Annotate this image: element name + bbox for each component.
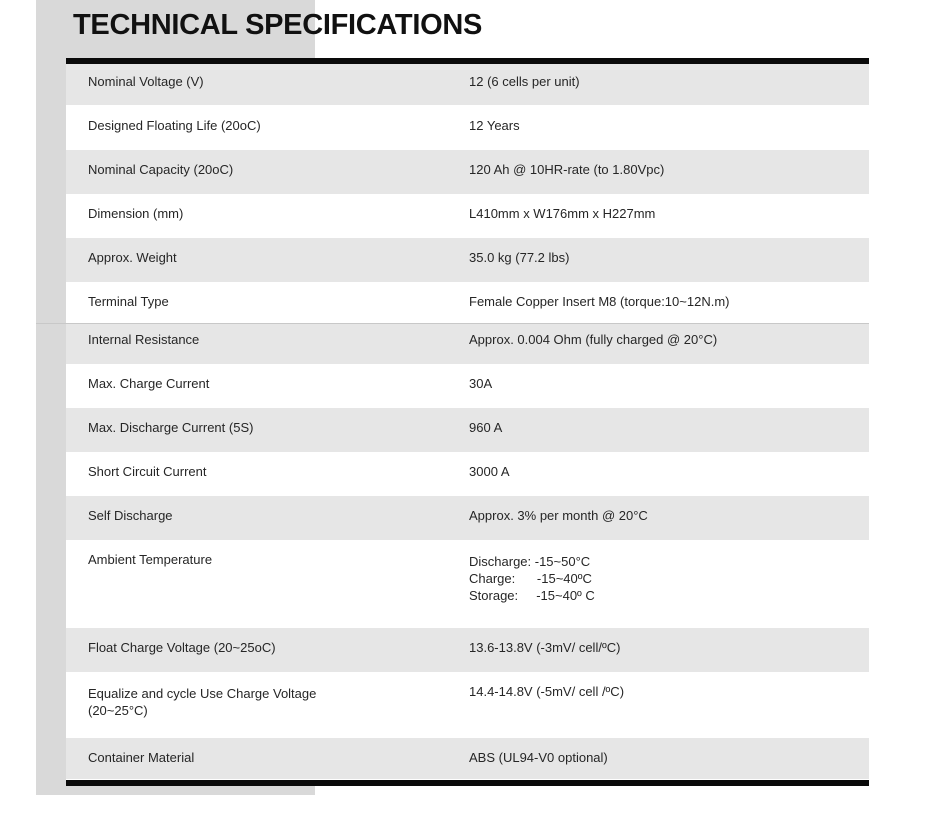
table-row [66, 496, 869, 540]
spec-value: Female Copper Insert M8 (torque:10~12N.m) [469, 294, 730, 309]
spec-label-multiline [88, 685, 316, 719]
spec-table [66, 64, 869, 779]
spec-label: Max. Charge Current [88, 376, 210, 391]
spec-value: 960 A [469, 420, 503, 435]
spec-value: 12 Years [469, 118, 520, 133]
table-row [66, 105, 869, 150]
page-title: TECHNICAL SPECIFICATIONS [73, 9, 483, 41]
spec-value: Approx. 0.004 Ohm (fully charged @ 20°C) [469, 332, 718, 347]
table-bottom-rule [66, 780, 869, 786]
spec-label: Nominal Capacity (20oC) [88, 162, 234, 177]
spec-value: ABS (UL94-V0 optional) [469, 750, 608, 765]
spec-value: 13.6-13.8V (-3mV/ cell/ºC) [469, 640, 621, 655]
table-row [66, 64, 869, 105]
spec-label: Short Circuit Current [88, 464, 207, 479]
spec-label: Approx. Weight [88, 250, 177, 265]
spec-label: Dimension (mm) [88, 206, 184, 221]
section-divider [36, 323, 869, 324]
table-row [66, 150, 869, 194]
table-row [66, 672, 869, 738]
spec-value: 35.0 kg (77.2 lbs) [469, 250, 570, 265]
table-row [66, 738, 869, 779]
spec-value: 3000 A [469, 464, 510, 479]
spec-value: 12 (6 cells per unit) [469, 74, 580, 89]
table-row [66, 540, 869, 628]
table-row [66, 238, 869, 282]
spec-value-multiline [469, 553, 595, 604]
spec-value: Approx. 3% per month @ 20°C [469, 508, 648, 523]
background-accent-left [36, 60, 66, 795]
spec-label: Ambient Temperature [88, 552, 213, 567]
spec-value-line: Storage: -15~40º C [469, 588, 595, 603]
table-row [66, 194, 869, 238]
spec-label: Container Material [88, 750, 195, 765]
spec-value: 30A [469, 376, 493, 391]
table-row [66, 628, 869, 672]
spec-label: Internal Resistance [88, 332, 200, 347]
spec-value-line: Discharge: -15~50°C [469, 554, 591, 569]
spec-label-line: (20~25°C) [88, 703, 148, 718]
background-accent-bottom [66, 786, 315, 795]
spec-value-line: Charge: -15~40ºC [469, 571, 592, 586]
spec-value: L410mm x W176mm x H227mm [469, 206, 656, 221]
spec-label-line: Equalize and cycle Use Charge Voltage [88, 686, 317, 701]
spec-label: Float Charge Voltage (20~25oC) [88, 640, 276, 655]
table-row [66, 323, 869, 364]
table-row [66, 364, 869, 408]
spec-value: 14.4-14.8V (-5mV/ cell /ºC) [469, 684, 625, 699]
spec-label: Nominal Voltage (V) [88, 74, 204, 89]
table-row [66, 408, 869, 452]
table-row [66, 452, 869, 496]
spec-label: Terminal Type [88, 294, 169, 309]
spec-value: 120 Ah @ 10HR-rate (to 1.80Vpc) [469, 162, 665, 177]
spec-label: Designed Floating Life (20oC) [88, 118, 261, 133]
table-row [66, 282, 869, 323]
spec-label: Self Discharge [88, 508, 173, 523]
spec-label: Max. Discharge Current (5S) [88, 420, 254, 435]
